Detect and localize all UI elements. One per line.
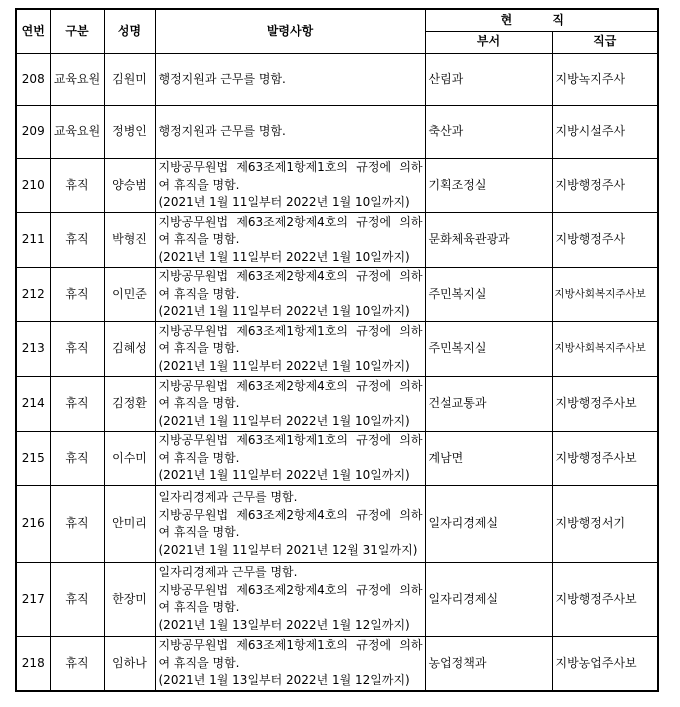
personnel-order-table xyxy=(15,8,659,692)
col-header-current: 현 직 xyxy=(425,9,658,31)
cell-order xyxy=(155,158,425,213)
table-row xyxy=(16,106,658,159)
cell-grade: 지방행정주사보 xyxy=(552,377,658,432)
order-line: 지방공무원법 제63조제1항제1호의 규정에 의하 xyxy=(158,638,423,653)
order-line: (2021년 1월 11일부터 2022년 1월 10일까지) xyxy=(158,304,410,319)
cell-order xyxy=(155,106,425,159)
order-line: (2021년 1월 11일부터 2022년 1월 10일까지) xyxy=(158,413,410,428)
order-line: 여 휴직을 명함. xyxy=(158,286,240,301)
cell-no: 214 xyxy=(16,377,50,432)
order-line: 행정지원과 근무를 명함. xyxy=(158,124,286,139)
cell-dept: 일자리경제실 xyxy=(425,563,552,637)
cell-no: 209 xyxy=(16,106,50,159)
cell-dept: 일자리경제실 xyxy=(425,486,552,563)
table-row xyxy=(16,431,658,486)
cell-order xyxy=(155,213,425,268)
cell-no: 215 xyxy=(16,431,50,486)
cell-type: 교육요원 xyxy=(50,106,104,159)
order-line: (2021년 1월 13일부터 2022년 1월 12일까지) xyxy=(158,673,410,688)
order-line: 여 휴직을 명함. xyxy=(158,232,240,247)
order-line: 행정지원과 근무를 명함. xyxy=(158,71,286,86)
order-line: 여 휴직을 명함. xyxy=(158,341,240,356)
table-row xyxy=(16,267,658,322)
order-line: (2021년 1월 13일부터 2022년 1월 12일까지) xyxy=(158,617,410,632)
order-line: 지방공무원법 제63조제2항제4호의 규정에 의하 xyxy=(158,378,423,393)
cell-name: 한장미 xyxy=(104,563,155,637)
cell-dept: 산림과 xyxy=(425,53,552,106)
cell-type: 휴직 xyxy=(50,377,104,432)
cell-order xyxy=(155,267,425,322)
cell-grade: 지방사회복지주사보 xyxy=(552,267,658,322)
order-line: 여 휴직을 명함. xyxy=(158,655,240,670)
col-header-type: 구분 xyxy=(50,9,104,53)
table-row xyxy=(16,486,658,563)
cell-name: 김원미 xyxy=(104,53,155,106)
cell-dept: 건설교통과 xyxy=(425,377,552,432)
order-line: 여 휴직을 명함. xyxy=(158,525,240,540)
order-line: 여 휴직을 명함. xyxy=(158,177,240,192)
cell-no: 216 xyxy=(16,486,50,563)
cell-name: 김정환 xyxy=(104,377,155,432)
cell-name: 이민준 xyxy=(104,267,155,322)
cell-no: 217 xyxy=(16,563,50,637)
cell-name: 박형진 xyxy=(104,213,155,268)
cell-name: 양승범 xyxy=(104,158,155,213)
table-row xyxy=(16,377,658,432)
order-line: 일자리경제과 근무를 명함. xyxy=(158,565,298,580)
cell-dept: 기획조정실 xyxy=(425,158,552,213)
order-line: 지방공무원법 제63조제1항제1호의 규정에 의하 xyxy=(158,160,423,175)
cell-no: 211 xyxy=(16,213,50,268)
cell-grade: 지방행정주사 xyxy=(552,158,658,213)
order-line: 지방공무원법 제63조제2항제4호의 규정에 의하 xyxy=(158,507,423,522)
order-line: 지방공무원법 제63조제2항제4호의 규정에 의하 xyxy=(158,582,423,597)
cell-no: 218 xyxy=(16,636,50,691)
col-header-dept: 부서 xyxy=(425,31,552,53)
cell-grade: 지방사회복지주사보 xyxy=(552,322,658,377)
cell-type: 휴직 xyxy=(50,267,104,322)
cell-order xyxy=(155,486,425,563)
col-header-order: 발령사항 xyxy=(155,9,425,53)
order-line: (2021년 1월 11일부터 2022년 1월 10일까지) xyxy=(158,195,410,210)
header-row xyxy=(16,9,658,31)
order-line: 여 휴직을 명함. xyxy=(158,600,240,615)
order-line: 여 휴직을 명함. xyxy=(158,450,240,465)
cell-name: 김혜성 xyxy=(104,322,155,377)
table-body xyxy=(16,53,658,691)
cell-type: 교육요원 xyxy=(50,53,104,106)
table-row xyxy=(16,322,658,377)
order-line: 일자리경제과 근무를 명함. xyxy=(158,490,298,505)
order-line: (2021년 1월 11일부터 2022년 1월 10일까지) xyxy=(158,249,410,264)
table-row xyxy=(16,53,658,106)
cell-order xyxy=(155,322,425,377)
cell-dept: 주민복지실 xyxy=(425,322,552,377)
cell-type: 휴직 xyxy=(50,563,104,637)
cell-no: 208 xyxy=(16,53,50,106)
table-row xyxy=(16,158,658,213)
cell-dept: 문화체육관광과 xyxy=(425,213,552,268)
cell-name: 이수미 xyxy=(104,431,155,486)
cell-type: 휴직 xyxy=(50,431,104,486)
cell-grade: 지방행정주사보 xyxy=(552,563,658,637)
cell-dept: 주민복지실 xyxy=(425,267,552,322)
col-header-grade: 직급 xyxy=(552,31,658,53)
cell-no: 210 xyxy=(16,158,50,213)
cell-order xyxy=(155,636,425,691)
cell-name: 안미리 xyxy=(104,486,155,563)
cell-type: 휴직 xyxy=(50,213,104,268)
cell-order xyxy=(155,431,425,486)
cell-name: 임하나 xyxy=(104,636,155,691)
col-header-no: 연번 xyxy=(16,9,50,53)
order-line: (2021년 1월 11일부터 2021년 12월 31일까지) xyxy=(158,542,418,557)
cell-dept: 계남면 xyxy=(425,431,552,486)
order-line: 지방공무원법 제63조제2항제4호의 규정에 의하 xyxy=(158,214,423,229)
cell-type: 휴직 xyxy=(50,158,104,213)
cell-order xyxy=(155,563,425,637)
order-line: 지방공무원법 제63조제1항제1호의 규정에 의하 xyxy=(158,433,423,448)
order-line: (2021년 1월 11일부터 2022년 1월 10일까지) xyxy=(158,468,410,483)
cell-order xyxy=(155,377,425,432)
cell-type: 휴직 xyxy=(50,636,104,691)
cell-no: 213 xyxy=(16,322,50,377)
table-row xyxy=(16,636,658,691)
col-header-name: 성명 xyxy=(104,9,155,53)
order-line: 지방공무원법 제63조제2항제4호의 규정에 의하 xyxy=(158,269,423,284)
cell-grade: 지방녹지주사 xyxy=(552,53,658,106)
cell-grade: 지방행정주사 xyxy=(552,213,658,268)
table-row xyxy=(16,563,658,637)
cell-grade: 지방행정주사보 xyxy=(552,431,658,486)
cell-dept: 농업정책과 xyxy=(425,636,552,691)
cell-type: 휴직 xyxy=(50,322,104,377)
cell-grade: 지방농업주사보 xyxy=(552,636,658,691)
order-line: 여 휴직을 명함. xyxy=(158,396,240,411)
table-row xyxy=(16,213,658,268)
cell-no: 212 xyxy=(16,267,50,322)
cell-type: 휴직 xyxy=(50,486,104,563)
order-line: (2021년 1월 11일부터 2022년 1월 10일까지) xyxy=(158,358,410,373)
cell-grade: 지방시설주사 xyxy=(552,106,658,159)
order-line: 지방공무원법 제63조제1항제1호의 규정에 의하 xyxy=(158,323,423,338)
cell-name: 정병인 xyxy=(104,106,155,159)
cell-grade: 지방행정서기 xyxy=(552,486,658,563)
cell-dept: 축산과 xyxy=(425,106,552,159)
cell-order xyxy=(155,53,425,106)
